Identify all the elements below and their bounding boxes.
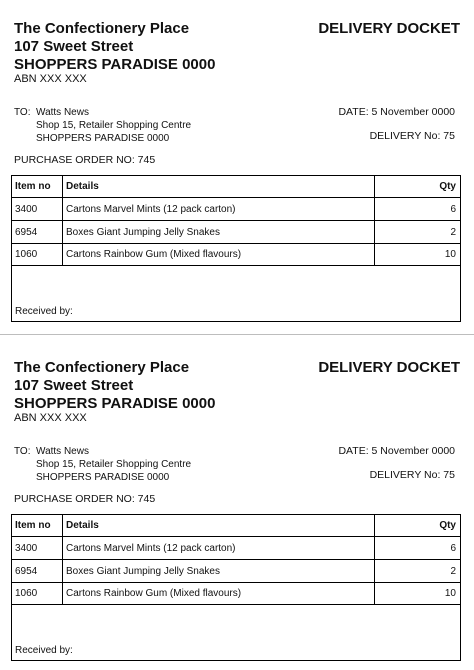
recipient-address-line-2: SHOPPERS PARADISE 0000 <box>36 472 170 483</box>
table-row <box>12 560 460 583</box>
item-no-cell: 6954 <box>12 221 63 243</box>
docket-title: DELIVERY DOCKET <box>318 359 460 376</box>
delivery-docket-2 <box>0 347 474 667</box>
details-cell: Cartons Rainbow Gum (Mixed flavours) <box>63 244 375 265</box>
recipient-address-line-1: Shop 15, Retailer Shopping Centre <box>36 459 192 470</box>
details-cell: Boxes Giant Jumping Jelly Snakes <box>63 560 375 582</box>
docket-date: DATE: 5 November 0000 <box>338 445 455 457</box>
company-header <box>14 359 215 413</box>
delivery-number: DELIVERY No: 75 <box>369 469 455 481</box>
table-row <box>12 221 460 244</box>
company-abn: ABN XXX XXX <box>14 412 87 424</box>
company-name: The Confectionery Place <box>14 20 190 37</box>
table-row <box>12 537 460 560</box>
company-header <box>14 20 215 74</box>
recipient-address-line-2: SHOPPERS PARADISE 0000 <box>36 133 170 144</box>
details-cell: Cartons Marvel Mints (12 pack carton) <box>63 537 375 559</box>
header-item-no: Item no <box>12 515 63 536</box>
details-cell: Cartons Rainbow Gum (Mixed flavours) <box>63 583 375 604</box>
header-details: Details <box>63 515 375 536</box>
item-no-cell: 3400 <box>12 198 63 220</box>
delivery-number: DELIVERY No: 75 <box>369 130 455 142</box>
header-item-no: Item no <box>12 176 63 197</box>
table-row <box>12 583 460 605</box>
company-city: SHOPPERS PARADISE 0000 <box>14 395 216 412</box>
to-label: TO: <box>14 446 31 457</box>
recipient-address-line-1: Shop 15, Retailer Shopping Centre <box>36 120 192 131</box>
company-city: SHOPPERS PARADISE 0000 <box>14 56 216 73</box>
details-cell: Boxes Giant Jumping Jelly Snakes <box>63 221 375 243</box>
table-header-row <box>12 515 460 537</box>
company-abn: ABN XXX XXX <box>14 73 87 85</box>
table-row <box>12 244 460 266</box>
item-no-cell: 1060 <box>12 583 63 604</box>
item-no-cell: 1060 <box>12 244 63 265</box>
qty-cell: 6 <box>450 203 456 215</box>
header-qty: Qty <box>439 181 456 192</box>
company-street: 107 Sweet Street <box>14 38 134 55</box>
docket-date: DATE: 5 November 0000 <box>338 106 455 118</box>
details-cell: Cartons Marvel Mints (12 pack carton) <box>63 198 375 220</box>
qty-cell: 2 <box>450 226 456 238</box>
recipient-name: Watts News <box>36 446 89 457</box>
received-by-label: Received by: <box>15 645 73 656</box>
recipient-name: Watts News <box>36 107 89 118</box>
qty-cell: 10 <box>444 588 456 599</box>
to-label: TO: <box>14 107 31 118</box>
item-no-cell: 6954 <box>12 560 63 582</box>
items-table <box>11 514 461 661</box>
items-table <box>11 175 461 322</box>
purchase-order-number: PURCHASE ORDER NO: 745 <box>14 154 156 166</box>
qty-cell: 6 <box>450 542 456 554</box>
received-by-label: Received by: <box>15 306 73 317</box>
qty-cell: 2 <box>450 565 456 577</box>
page-divider <box>0 334 474 335</box>
table-header-row <box>12 176 460 198</box>
header-details: Details <box>63 176 375 197</box>
delivery-docket-1 <box>0 8 474 328</box>
header-qty: Qty <box>439 520 456 531</box>
table-row <box>12 198 460 221</box>
company-street: 107 Sweet Street <box>14 377 134 394</box>
item-no-cell: 3400 <box>12 537 63 559</box>
qty-cell: 10 <box>444 249 456 260</box>
docket-title: DELIVERY DOCKET <box>318 20 460 37</box>
purchase-order-number: PURCHASE ORDER NO: 745 <box>14 493 156 505</box>
company-name: The Confectionery Place <box>14 359 190 376</box>
